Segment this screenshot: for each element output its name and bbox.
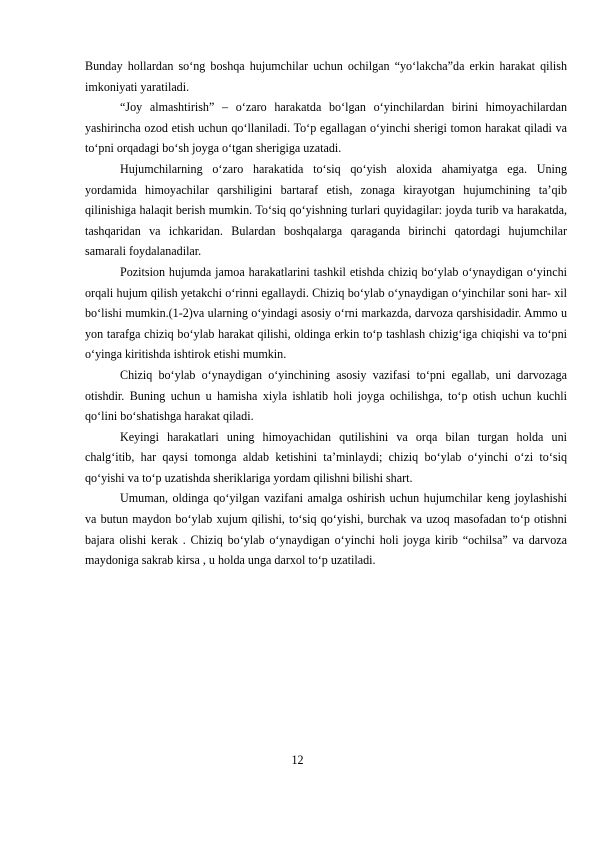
paragraph-keyingi-harakatlar: Keyingi harakatlari uning himoyachidan qutilishini va orqa bilan turgan holda uni chalg‘itib, har qaysi tomonga aldab ketishini ta’minlaydi; chiziq bo‘ylab o‘yinchi o‘zi to‘siq qo‘yishi va to‘p uzatishda sheriklariga yordam qilishni bilishi shart.: [85, 429, 567, 485]
page-number: 12: [291, 753, 304, 767]
paragraph-tosiq-qoyish: Hujumchilarning o‘zaro harakatida to‘siq qo‘yish aloxida ahamiyatga ega. Uning yordamida himoyachilar qarshiligini bartaraf etish, zonaga kirayotgan hujumchining ta’qib qilinishiga halaqit berish mumkin. To‘siq qo‘yishning turlari quyidagilar: joyda turib va harakatda, tashqaridan va ichkaridan. Bulardan boshqalarga qaraganda birinchi qatordagi hujumchilar samarali foydalanadilar.: [85, 161, 567, 259]
paragraph-continuation: Bunday hollardan so‘ng boshqa hujumchilar uchun ochilgan “yo‘lakcha”da erkin harakat qilish imkoniyati yaratiladi.: [85, 59, 567, 94]
paragraph-chiziq-oyinchi-vazifasi: Chiziq bo‘ylab o‘ynaydigan o‘yinchining asosiy vazifasi to‘pni egallab, uni darvozaga otishdir. Buning uchun u hamisha xiyla ishlatib holi joyga ochilishga, to‘p otish uchun kuchli qo‘lini bo‘shatishga harakat qiladi.: [85, 367, 567, 424]
paragraph-pozitsion-hujum: Pozitsion hujumda jamoa harakatlarini tashkil etishda chiziq bo‘ylab o‘ynaydigan o‘yinchi orqali hujum qilish yetakchi o‘rinni egallaydi. Chiziq bo‘ylab o‘ynaydigan o‘yinchilar soni har- xil bo‘lishi mumkin.(1-2)va ularning o‘yindagi asosiy o‘rni markazda, darvoza qarshisidadir. Ammo u yon tarafga chiziq bo‘ylab harakat qilishi, oldinga erkin to‘p tashlash chizig‘iga chiqishi va to‘pni o‘yinga kiritishda ishtirok etishi mumkin.: [85, 264, 567, 362]
paragraph-umuman: Umuman, oldinga qo‘yilgan vazifani amalga oshirish uchun hujumchilar keng joylashishi va butun maydon bo‘ylab xujum qilishi, to‘siq qo‘yishi, burchak va uzoq masofadan to‘p otishni bajara olishi kerak . Chiziq bo‘ylab o‘ynaydigan o‘yinchi holi joyga kirib “ochilsa” va darvoza maydoniga sakrab kirsa , u holda unga darxol to‘p uzatiladi.: [85, 491, 567, 568]
paragraph-joy-almashtirish: “Joy almashtirish” – o‘zaro harakatda bo‘lgan o‘yinchilardan birini himoyachilardan yashirincha ozod etish uchun qo‘llaniladi. To‘p egallagan o‘yinchi sherigi tomon harakat qiladi va to‘pni orqadagi bo‘sh joyga o‘tgan sherigiga uzatadi.: [85, 100, 567, 156]
document-body: [85, 56, 567, 571]
